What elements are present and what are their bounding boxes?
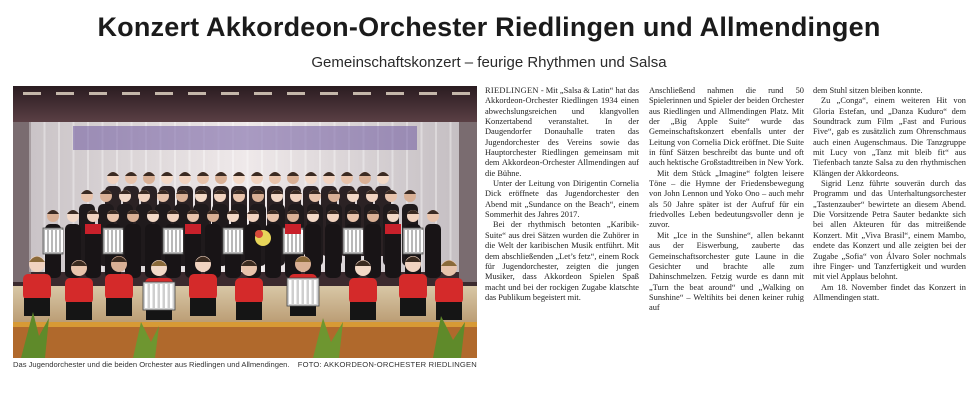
article-column-1 [485,86,639,386]
dateline: RIEDLINGEN [485,86,539,95]
paragraph: Unter der Leitung von Dirigentin Cornelia Dick eröffnete das Jugendorchester den Abend mit „Sundance on the Beach“, einem Sommerhit des Jahres 2017. [485,179,639,220]
paragraph: Mit „Ice in the Sunshine“, allen bekannt aus der Eiswerbung, zauberte das Gemeinschaftsorchester gute Laune in die Gesichter und brachte alle zum Dahinschmelzen. Fetzig wurde es dann mit „Turn the beat around“ und „Walking on Sunshine“ – Weltihits bei denen keiner ruhig auf [649,230,804,313]
paragraph [485,86,639,179]
article-subheadline: Gemeinschaftskonzert – feurige Rhythmen und Salsa [311,54,667,71]
article-column-2 [649,86,804,386]
photo-credit: FOTO: AKKORDEON-ORCHESTER RIEDLINGEN [297,360,477,369]
paragraph: Zu „Conga“, einem weiteren Hit von Gloria Estefan, und „Danza Kuduro“ dem Soundtrack zum Film „Fast and Furious Five“, gab es zusätzlich zum Ohrenschmaus auch einen Augenschmaus. Die Tanzgruppe mit Lucy von „Tanz mit bleib fit“ aus Tiefenbach tanzte Salsa zu den rhythmischen Klängen der Akkordeons. [813,96,966,178]
orchestra-photo [13,86,477,358]
paragraph-text: - Mit „Salsa & Latin“ hat das Akkordeon-Orchester Riedlingen 1934 einen abwechslungsreichen und klangvollen Konzertabend veranstaltet. In der Daugendorfer Donauhalle traten das Jugendorchester des Vereins sowie das Hauptorchester Riedlingen gemeinsam mit dem Akkordeon-Orchester Allmendingen auf die Bühne. [485,86,639,178]
article-column-3 [813,86,966,386]
paragraph: Bei der rhythmisch betonten „Karibik-Suite“ aus drei Sätzen wurden die Zuhörer in die Welt der karibischen Musik entführt. Mit dem abschließenden „Let’s fetz“, einem Rock für Jugendorchester, zeigten die jungen Musiker, dass Akkordeon Spielen Spaß macht und bei der rockigen Zugabe klatschte das Publikum begeistert mit. [485,220,639,302]
paragraph: Sigrid Lenz führte souverän durch das Programm und das Unterhaltungsorchester „Tastenzauber“ bewirtete an diesem Abend. Die Vorsitzende Petra Sauter bedankte sich bei allen Akteuren für das mitreißende Konzert. Mit „Viva Brasil“, einem Mambo, endete das Konzert und alle zeigten bei der Zugabe „Sofia“ von Álvaro Soler nochmals ihre Finger- und Tanzfertigkeit und wurden mit viel Applaus belohnt. [813,179,966,282]
paragraph: Anschließend nahmen die rund 50 Spielerinnen und Spieler der beiden Orchester aus Riedlingen und Allmendingen Platz. Mit der „Big Apple Suite“ wurde das Gemeinschaftskonzert ebenfalls unter der Leitung von Cornelia Dick eröffnet. Die Suite in fünf Sätzen beschreibt das bunte und oft auch hektische Großstadttreiben in New York. [649,86,804,168]
article-headline: Konzert Akkordeon-Orchester Riedlingen und Allmendingen [97,12,881,42]
paragraph: dem Stuhl sitzen bleiben konnte. [813,86,923,95]
paragraph: Mit dem Stück „Imagine“ folgten leisere Töne – die Hymne der Friedensbewegung von John Lennon und Yoko Ono – auch mehr als 50 Jahre später ist der Aufruf für ein friedvolles Leben bedeutungsvoller denn je zuvor. [649,168,804,230]
photo-caption: Das Jugendorchester und die beiden Orchester aus Riedlingen und Allmendingen. [13,360,290,369]
paragraph: Am 18. November findet das Konzert in Allmendingen statt. [813,282,966,302]
photo-caption-bar [13,360,477,372]
